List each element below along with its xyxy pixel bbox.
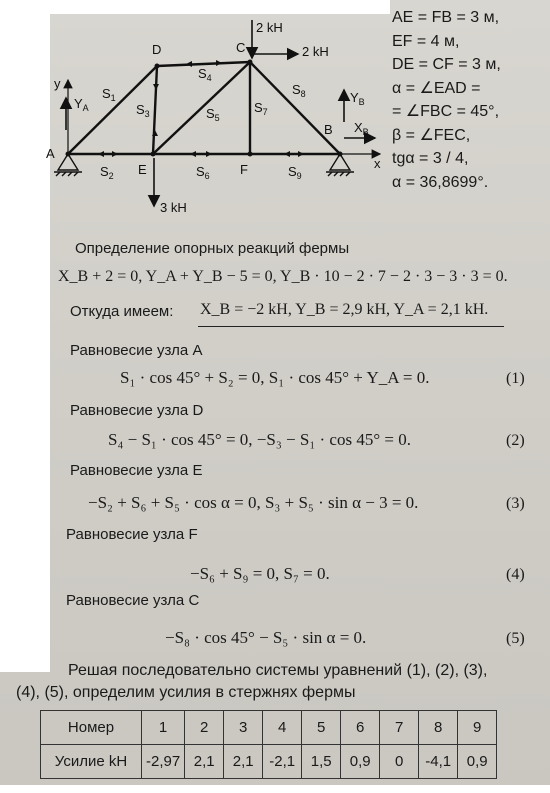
table-cell: 8 xyxy=(419,711,458,745)
param-line: α = 36,8699°. xyxy=(392,173,489,191)
node-e-heading: Равновесие узла E xyxy=(70,462,203,479)
table-cell: 2,1 xyxy=(185,745,224,779)
node-b-label: B xyxy=(324,122,333,137)
page-margin-bottom xyxy=(0,785,550,793)
node-d-heading: Равновесие узла D xyxy=(70,402,204,419)
reaction-yb-label: $Y_B$ xyxy=(350,90,365,107)
param-line: β = ∠FEC, xyxy=(392,126,471,144)
table-cell: -2,97 xyxy=(142,745,185,779)
table-header-force: Усилие kH xyxy=(41,745,142,779)
node-a-equation: S₁ · cos 45° + S₂ = 0, S₁ · cos 45° + Y_A = 0. xyxy=(120,368,430,387)
param-line: EF = 4 м, xyxy=(392,32,460,50)
joint-b xyxy=(338,152,343,157)
joint-e xyxy=(151,152,156,157)
table-cell: 7 xyxy=(380,711,419,745)
axis-y-label: y xyxy=(54,76,61,91)
table-cell: 6 xyxy=(341,711,380,745)
reactions-heading: Определение опорных реакций фермы xyxy=(75,240,350,257)
joint-c xyxy=(248,60,253,65)
node-e-label: E xyxy=(138,162,147,177)
results-table xyxy=(40,710,497,779)
node-f-heading: Равновесие узла F xyxy=(66,526,198,543)
table-cell: 4 xyxy=(263,711,302,745)
force-c-horizontal-label: 2 kH xyxy=(302,44,329,59)
node-f-equation-number: (4) xyxy=(506,566,525,583)
node-f-label: F xyxy=(240,162,248,177)
reaction-ya-label: $Y_A$ xyxy=(74,96,89,113)
node-d-label: D xyxy=(152,42,162,57)
node-c-label: C xyxy=(236,40,246,55)
table-cell: 5 xyxy=(302,711,341,745)
table-cell: 0,9 xyxy=(458,745,497,779)
node-a-heading: Равновесие узла A xyxy=(70,342,203,359)
joint-f xyxy=(248,152,253,157)
table-cell: 1 xyxy=(142,711,185,745)
table-cell: 3 xyxy=(224,711,263,745)
node-e-equation-number: (3) xyxy=(506,495,525,512)
param-line: tgα = 3 / 4, xyxy=(392,150,469,167)
member-de xyxy=(153,66,157,154)
member-s6-label: $S_6$ xyxy=(196,164,210,181)
param-line: DE = CF = 3 м, xyxy=(392,56,501,73)
member-s9-label: $S_9$ xyxy=(288,164,302,181)
table-cell: 9 xyxy=(458,711,497,745)
param-line: = ∠FBC = 45°, xyxy=(392,103,500,120)
reactions-equation: X_B + 2 = 0, Y_A + Y_B − 5 = 0, Y_B · 10 − 2 · 7 − 2 · 3 − 3 · 3 = 0. xyxy=(58,268,508,285)
node-f-equation: −S₆ + S₉ = 0, S₇ = 0. xyxy=(190,564,330,583)
member-s3-label: $S_3$ xyxy=(136,102,150,119)
table-row xyxy=(41,711,497,745)
reaction-xb-label: $X_B$ xyxy=(354,120,369,137)
table-cell: -2,1 xyxy=(263,745,302,779)
member-s5-label: $S_5$ xyxy=(206,106,220,123)
support-a xyxy=(54,154,82,176)
node-a-equation-number: (1) xyxy=(506,370,525,387)
table-cell: 2,1 xyxy=(224,745,263,779)
param-line: α = ∠EAD = xyxy=(392,79,481,97)
reactions-result-label: Откуда имеем: xyxy=(70,303,174,320)
table-header-number: Номер xyxy=(41,711,142,745)
force-e-label: 3 kH xyxy=(160,200,187,215)
conclusion-line-2: (4), (5), определим усилия в стержнях фермы xyxy=(16,684,356,701)
result-underline xyxy=(198,326,504,327)
table-row xyxy=(41,745,497,779)
conclusion-paragraph xyxy=(16,660,546,704)
param-line: AE = FB = 3 м, xyxy=(392,9,500,26)
joint-a xyxy=(66,152,71,157)
node-d-equation: S₄ − S₁ · cos 45° = 0, −S₃ − S₁ · cos 45° = 0. xyxy=(108,430,411,449)
reactions-result: X_B = −2 kH, Y_B = 2,9 kH, Y_A = 2,1 kH. xyxy=(200,301,489,318)
member-s4-label: $S_4$ xyxy=(198,66,212,83)
joint-d xyxy=(155,64,160,69)
table-cell: 0 xyxy=(380,745,419,779)
member-s1-label: $S_1$ xyxy=(102,86,116,103)
node-e-equation: −S₂ + S₆ + S₅ · cos α = 0, S₃ + S₅ · sin α − 3 = 0. xyxy=(88,493,419,512)
table-cell: -4,1 xyxy=(419,745,458,779)
table-cell: 1,5 xyxy=(302,745,341,779)
conclusion-line-1: Решая последовательно системы уравнений (1), (2), (3), xyxy=(68,662,488,679)
truss-diagram xyxy=(40,10,432,235)
node-c-equation-number: (5) xyxy=(506,630,525,647)
node-c-heading: Равновесие узла C xyxy=(66,592,200,609)
member-s7-label: $S_7$ xyxy=(254,100,268,117)
node-d-equation-number: (2) xyxy=(506,432,525,449)
given-parameters xyxy=(392,6,550,194)
member-s2-label: $S_2$ xyxy=(100,164,114,181)
member-s8-label: $S_8$ xyxy=(292,82,306,99)
node-c-equation: −S₈ · cos 45° − S₅ · sin α = 0. xyxy=(165,628,367,647)
table-cell: 2 xyxy=(185,711,224,745)
axis-x-label: x xyxy=(374,156,381,171)
table-cell: 0,9 xyxy=(341,745,380,779)
support-b xyxy=(326,154,354,176)
node-a-label: A xyxy=(46,146,55,161)
force-c-vertical-label: 2 kH xyxy=(256,20,283,35)
